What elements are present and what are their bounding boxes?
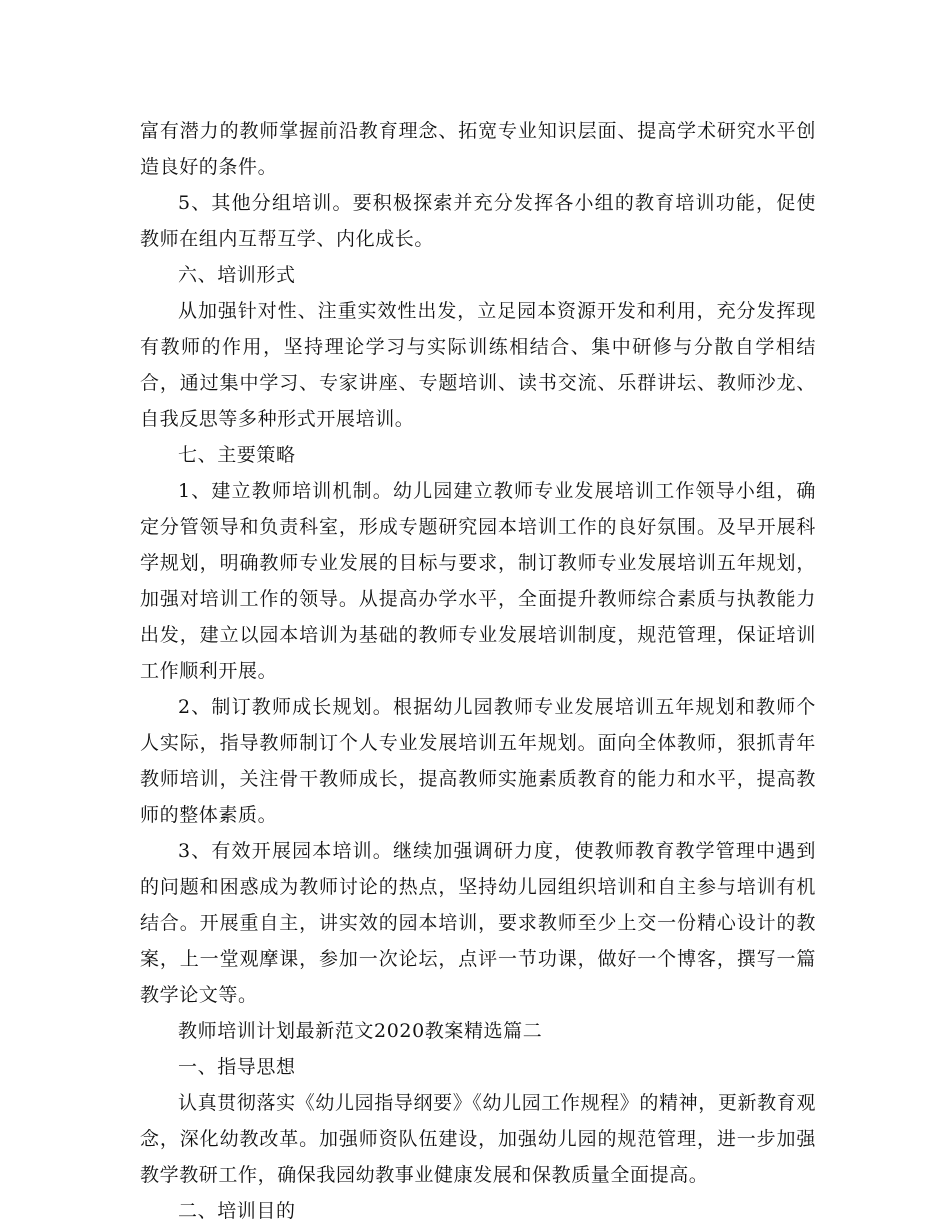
article-title-part-two: 教师培训计划最新范文2020教案精选篇二 bbox=[178, 1020, 543, 1042]
paragraph-strategy-2: 2、制订教师成长规划。根据幼儿园教师专业发展培训五年规划和教师个人实际，指导教师制订个人专业发展培训五年规划。面向全体教师，狠抓青年教师培训，关注骨干教师成长，提高教师实施素质教育的能力和水平，提高教师的整体素质。 bbox=[140, 696, 816, 826]
section-heading-six: 六、培训形式 bbox=[178, 264, 296, 286]
section-heading-training-purpose: 二、培训目的 bbox=[178, 1200, 296, 1222]
paragraph-continuation: 富有潜力的教师掌握前沿教育理念、拓宽专业知识层面、提高学术研究水平创造良好的条件。 bbox=[140, 120, 816, 178]
paragraph-training-format: 从加强针对性、注重实效性出发，立足园本资源开发和利用，充分发挥现有教师的作用，坚持理论学习与实际训练相结合、集中研修与分散自学相结合，通过集中学习、专家讲座、专题培训、读书交流、乐群讲坛、教师沙龙、自我反思等多种形式开展培训。 bbox=[140, 300, 816, 430]
section-heading-guiding-thought: 一、指导思想 bbox=[178, 1056, 296, 1078]
document-body bbox=[140, 113, 816, 1229]
section-heading-seven: 七、主要策略 bbox=[178, 444, 296, 466]
paragraph-guiding-thought: 认真贯彻落实《幼儿园指导纲要》《幼儿园工作规程》的精神，更新教育观念，深化幼教改革。加强师资队伍建设，加强幼儿园的规范管理，进一步加强教学教研工作，确保我园幼教事业健康发展和保教质量全面提高。 bbox=[140, 1092, 816, 1186]
paragraph-strategy-1: 1、建立教师培训机制。幼儿园建立教师专业发展培训工作领导小组，确定分管领导和负责科室，形成专题研究园本培训工作的良好氛围。及早开展科学规划，明确教师专业发展的目标与要求，制订教师专业发展培训五年规划，加强对培训工作的领导。从提高办学水平，全面提升教师综合素质与执教能力出发，建立以园本培训为基础的教师专业发展培训制度，规范管理，保证培训工作顺利开展。 bbox=[140, 480, 816, 682]
paragraph-strategy-3: 3、有效开展园本培训。继续加强调研力度，使教师教育教学管理中遇到的问题和困惑成为教师讨论的热点，坚持幼儿园组织培训和自主参与培训有机结合。开展重自主，讲实效的园本培训，要求教师至少上交一份精心设计的教案，上一堂观摩课，参加一次论坛，点评一节功课，做好一个博客，撰写一篇教学论文等。 bbox=[140, 840, 816, 1006]
paragraph-item-5: 5、其他分组培训。要积极探索并充分发挥各小组的教育培训功能，促使教师在组内互帮互学、内化成长。 bbox=[140, 192, 816, 250]
